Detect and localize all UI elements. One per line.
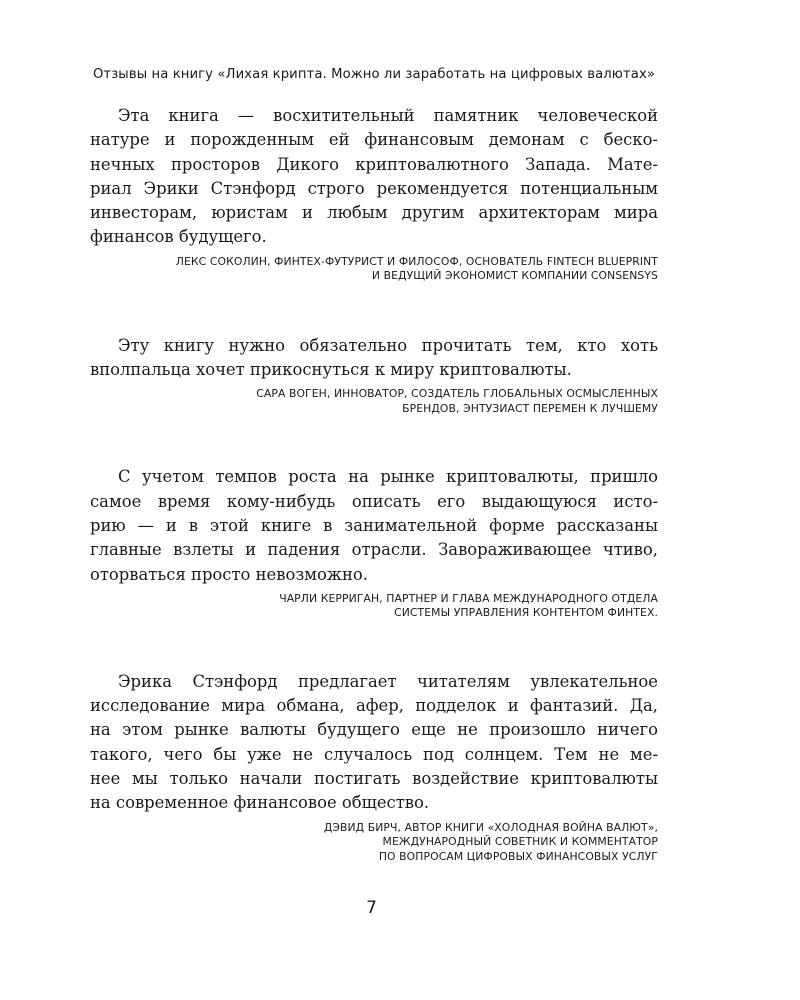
review-quote <box>90 104 658 250</box>
quote-line: самое время кому-нибудь описать его выдающуюся исто- <box>90 491 658 511</box>
review-author <box>90 387 658 416</box>
quote-line: Эта книга — восхитительный памятник человеческой <box>118 106 658 125</box>
author-line: САРА ВОГЕН, ИННОВАТОР, СОЗДАТЕЛЬ ГЛОБАЛЬНЫХ ОСМЫСЛЕННЫХ <box>256 387 658 401</box>
author-line: И ВЕДУЩИЙ ЭКОНОМИСТ КОМПАНИИ CONSENSYS <box>371 269 658 283</box>
review-3 <box>90 465 658 620</box>
quote-line: инвесторам, юристам и любым другим архитекторам мира <box>90 203 658 223</box>
author-line: ПО ВОПРОСАМ ЦИФРОВЫХ ФИНАНСОВЫХ УСЛУГ <box>378 849 658 863</box>
quote-line: на этом рынке валюты будущего еще не произошло ничего <box>90 720 658 740</box>
quote-line: вполпальца хочет прикоснуться к миру криптовалюты. <box>90 360 572 380</box>
quote-line: натуре и порожденным ей финансовым демонам с беско- <box>90 130 658 150</box>
author-line: ДЭВИД БИРЧ, АВТОР КНИГИ «ХОЛОДНАЯ ВОЙНА ВАЛЮТ», <box>323 820 658 834</box>
review-author <box>90 821 658 865</box>
author-line: ЧАРЛИ КЕРРИГАН, ПАРТНЕР И ГЛАВА МЕЖДУНАРОДНОГО ОТДЕЛА <box>279 591 658 605</box>
review-1 <box>90 104 658 284</box>
quote-line: такого, чего бы уже не случалось под солнцем. Тем не ме- <box>90 744 658 764</box>
quote-line: на современное финансовое общество. <box>90 793 430 813</box>
quote-line: главные взлеты и падения отрасли. Завораживающее чтиво, <box>90 540 658 560</box>
book-page <box>90 64 658 864</box>
quote-line: риал Эрики Стэнфорд строго рекомендуется потенциальным <box>90 178 658 198</box>
page-number: 7 <box>366 898 377 918</box>
review-2 <box>90 334 658 417</box>
quote-line: С учетом темпов роста на рынке криптовалюты, пришло <box>118 467 658 487</box>
quote-line: рию — и в этой книге в занимательной форме рассказаны <box>90 515 658 535</box>
review-quote <box>90 334 658 383</box>
review-quote <box>90 670 658 816</box>
running-header: Отзывы на книгу «Лихая крипта. Можно ли заработать на цифровых валютах» <box>92 67 656 82</box>
author-line: СИСТЕМЫ УПРАВЛЕНИЯ КОНТЕНТОМ ФИНТЕХ. <box>394 606 658 620</box>
quote-line: Эту книгу нужно обязательно прочитать тем, кто хоть <box>118 335 658 355</box>
quote-line: нее мы только начали постигать воздействие криптовалюты <box>90 769 658 789</box>
quote-line: финансов будущего. <box>90 227 267 247</box>
quote-line: исследование мира обмана, афер, подделок и фантазий. Да, <box>90 696 658 716</box>
review-4 <box>90 670 658 864</box>
author-line: БРЕНДОВ, ЭНТУЗИАСТ ПЕРЕМЕН К ЛУЧШЕМУ <box>402 401 658 415</box>
author-line: МЕЖДУНАРОДНЫЙ СОВЕТНИК И КОММЕНТАТОР <box>382 835 658 849</box>
review-author <box>90 592 658 621</box>
quote-line: Эрика Стэнфорд предлагает читателям увлекательное <box>118 671 658 691</box>
review-author <box>90 255 658 284</box>
author-line: ЛЕКС СОКОЛИН, ФИНТЕХ-ФУТУРИСТ И ФИЛОСОФ, ОСНОВАТЕЛЬ FINTECH BLUEPRINT <box>175 254 658 268</box>
quote-line: оторваться просто невозможно. <box>90 564 368 584</box>
quote-line: нечных просторов Дикого криптовалютного Запада. Мате- <box>90 154 658 174</box>
review-quote <box>90 465 658 586</box>
